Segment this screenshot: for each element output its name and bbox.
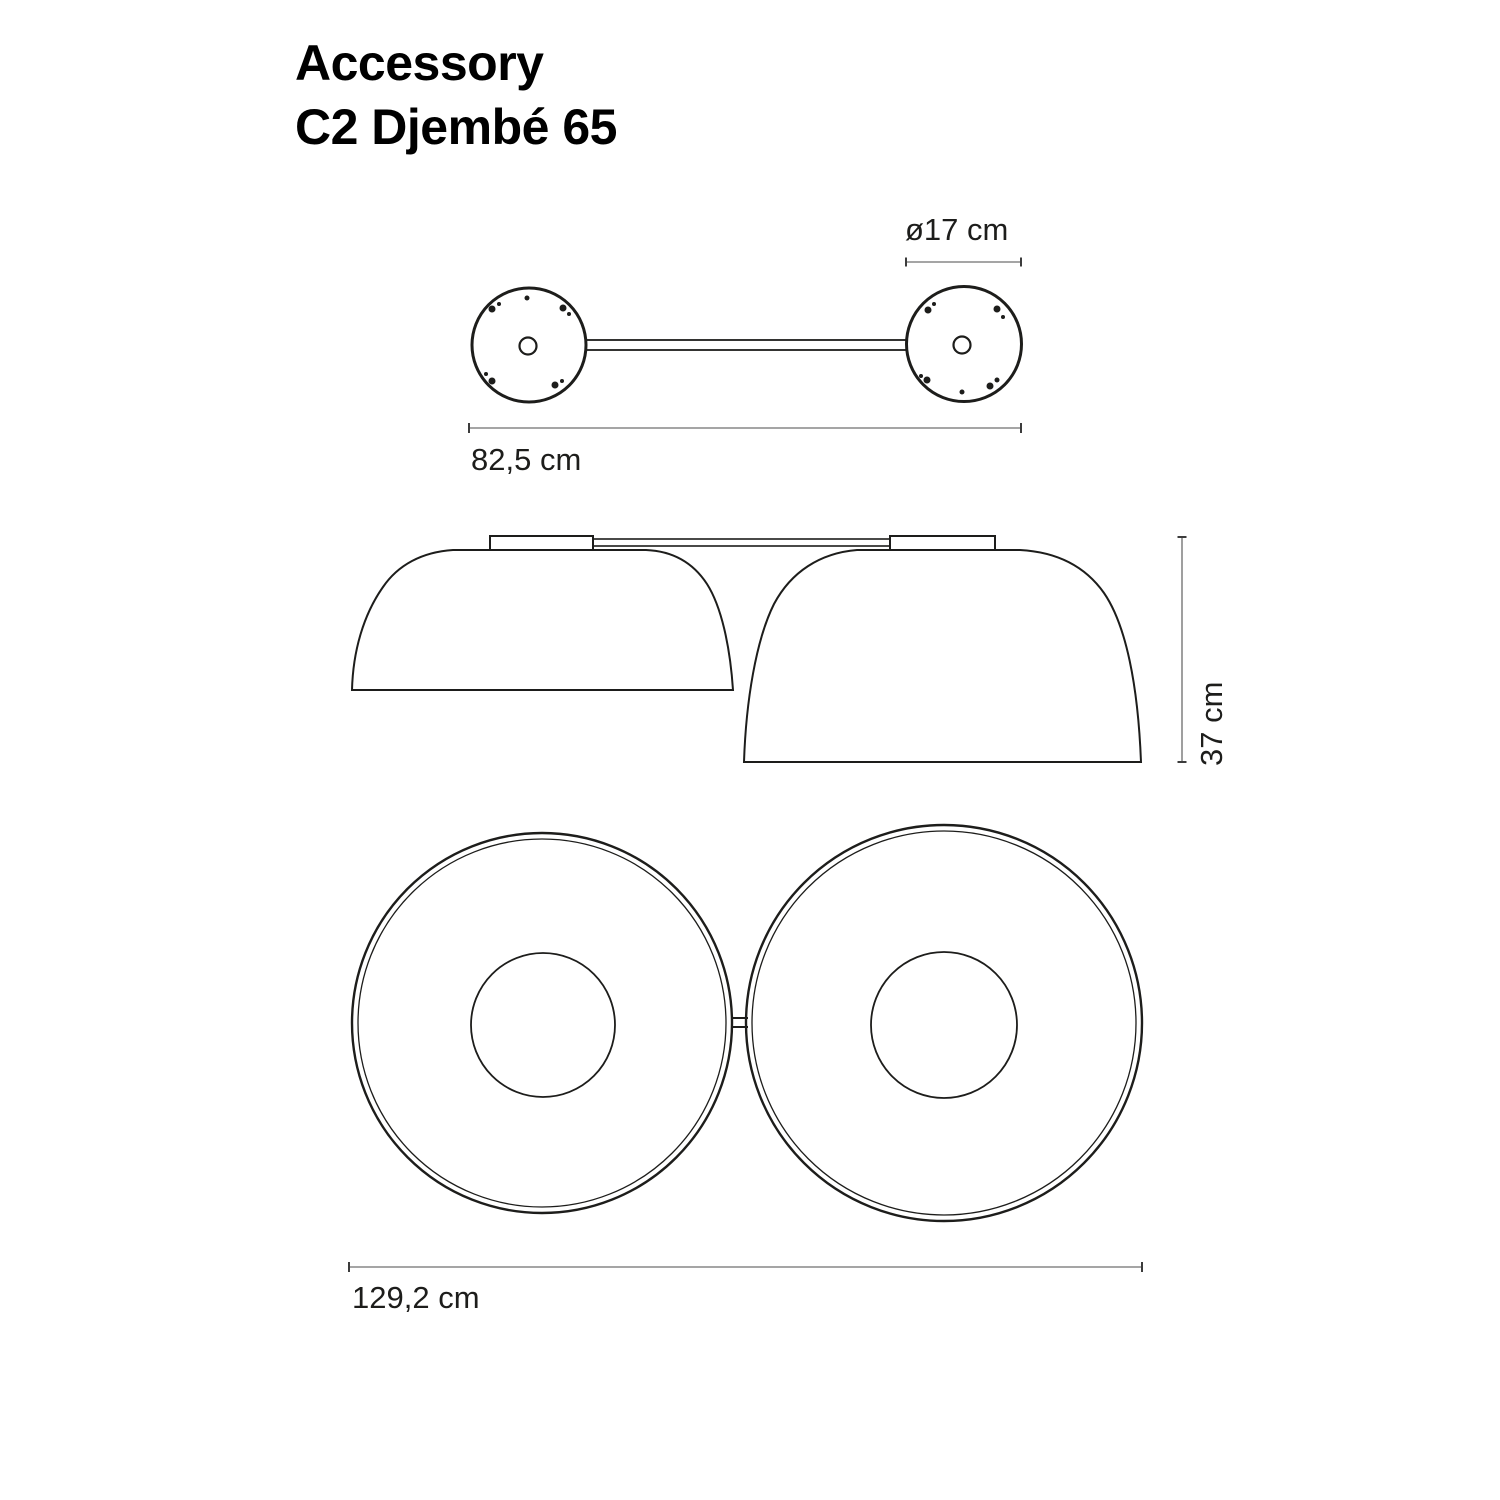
screw-hole-dot — [489, 378, 496, 385]
ceiling-mount-right — [890, 536, 995, 550]
mount-bar-side — [593, 539, 890, 546]
dimension-bar-width — [469, 423, 1021, 477]
bottom-view — [349, 825, 1142, 1315]
dim-label-canopy-diameter: ø17 cm — [905, 212, 1009, 247]
shade-right-outline — [746, 825, 1142, 1221]
shade-left-outline — [352, 833, 732, 1213]
mount-bar — [558, 340, 938, 350]
screw-hole-dot — [987, 383, 994, 390]
screw-hole-dot — [925, 307, 932, 314]
screw-hole-dot — [560, 379, 564, 383]
screw-hole-dot — [932, 302, 936, 306]
ceiling-mount-left — [490, 536, 593, 550]
dimension-height — [1178, 537, 1230, 766]
dim-label-overall-width: 129,2 cm — [352, 1280, 480, 1315]
dim-label-bar-width: 82,5 cm — [471, 442, 582, 477]
screw-hole-dot — [497, 302, 501, 306]
top-view — [469, 212, 1022, 477]
dimension-overall-width — [349, 1262, 1142, 1315]
shade-right-profile — [744, 550, 1141, 762]
side-view — [352, 536, 1229, 766]
screw-hole-dot — [924, 377, 931, 384]
page-title-line2: C2 Djembé 65 — [295, 99, 617, 155]
screw-hole-dot — [994, 306, 1001, 313]
screw-hole-dot — [919, 374, 923, 378]
dimension-canopy-diameter — [905, 212, 1021, 267]
screw-hole-dot — [1001, 315, 1005, 319]
screw-hole-dot — [552, 382, 559, 389]
screw-hole-dot — [484, 372, 488, 376]
dim-label-height: 37 cm — [1194, 681, 1229, 766]
screw-hole-dot — [960, 390, 965, 395]
shade-left-profile — [352, 550, 733, 690]
screw-hole-dot — [995, 378, 1000, 383]
screw-hole-dot — [525, 296, 530, 301]
canopy-plate-left-center-hole — [520, 338, 537, 355]
screw-hole-dot — [567, 312, 571, 316]
screw-hole-dot — [489, 306, 496, 313]
screw-hole-dot — [560, 305, 567, 312]
page-title-line1: Accessory — [295, 35, 544, 91]
canopy-plate-right-center-hole — [954, 337, 971, 354]
